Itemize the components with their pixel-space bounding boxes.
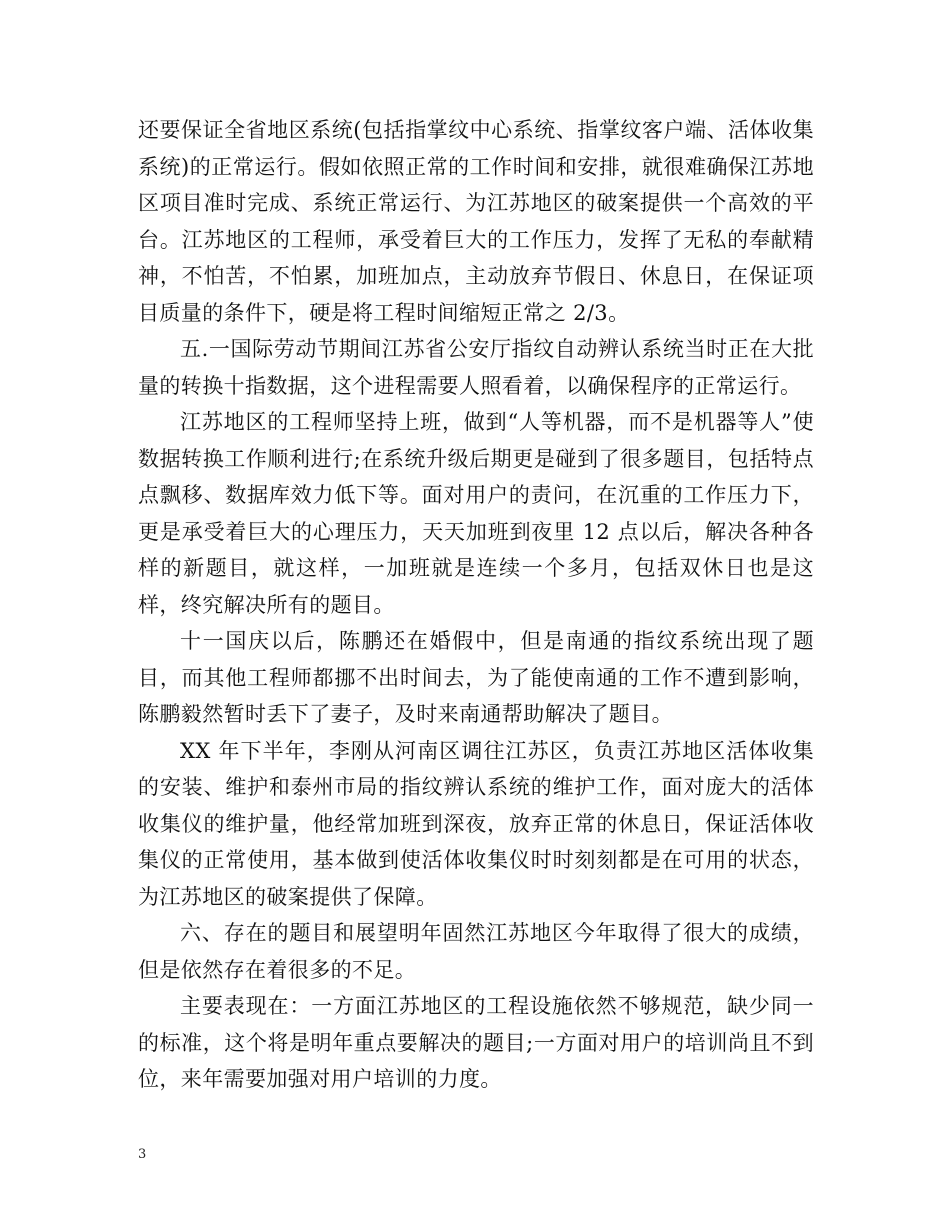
- paragraph-li-gang: XX 年下半年，李刚从河南区调往江苏区，负责江苏地区活体收集的安装、维护和泰州市局的指纹辨认系统的维护工作，面对庞大的活体收集仪的维护量，他经常加班到深夜，放弃正常的休息日，保证活体收集仪的正常使用，基本做到使活体收集仪时时刻刻都是在可用的状态，为江苏地区的破案提供了保障。: [138, 738, 814, 909]
- paragraph-may-day: 五.一国际劳动节期间江苏省公安厅指纹自动辨认系统当时正在大批量的转换十指数据，这个进程需要人照看着，以确保程序的正常运行。: [138, 337, 814, 398]
- paragraph-national-day: 十一国庆以后，陈鹏还在婚假中，但是南通的指纹系统出现了题目，而其他工程师都挪不出时间去，为了能使南通的工作不遭到影响，陈鹏毅然暂时丢下了妻子，及时来南通帮助解决了题目。: [138, 629, 814, 726]
- paragraph-engineers-overtime: 江苏地区的工程师坚持上班，做到“人等机器，而不是机器等人”使数据转换工作顺利进行;在系统升级后期更是碰到了很多题目，包括特点点飘移、数据库效力低下等。面对用户的责问，在沉重的工作压力下，更是承受着巨大的心理压力，天天加班到夜里 12 点以后，解决各种各样的新题目，就这样，一加班就是连续一个多月，包括双休日也是这样，终究解决所有的题目。: [138, 410, 814, 617]
- paragraph-continuation: 还要保证全省地区系统(包括指掌纹中心系统、指掌纹客户端、活体收集系统)的正常运行。假如依照正常的工作时间和安排，就很难确保江苏地区项目准时完成、系统正常运行、为江苏地区的破案提供一个高效的平台。江苏地区的工程师，承受着巨大的工作压力，发挥了无私的奉献精神，不怕苦，不怕累，加班加点，主动放弃节假日、休息日，在保证项目质量的条件下，硬是将工程时间缩短正常之 2/3。: [138, 118, 814, 325]
- paragraph-main-issues: 主要表现在：一方面江苏地区的工程设施依然不够规范，缺少同一的标准，这个将是明年重点要解决的题目;一方面对用户的培训尚且不到位，来年需要加强对用户培训的力度。: [138, 994, 814, 1091]
- page-number: 3: [138, 1147, 147, 1162]
- paragraph-problems-outlook: 六、存在的题目和展望明年固然江苏地区今年取得了很大的成绩，但是依然存在着很多的不足。: [138, 921, 814, 982]
- document-body: [138, 112, 814, 1098]
